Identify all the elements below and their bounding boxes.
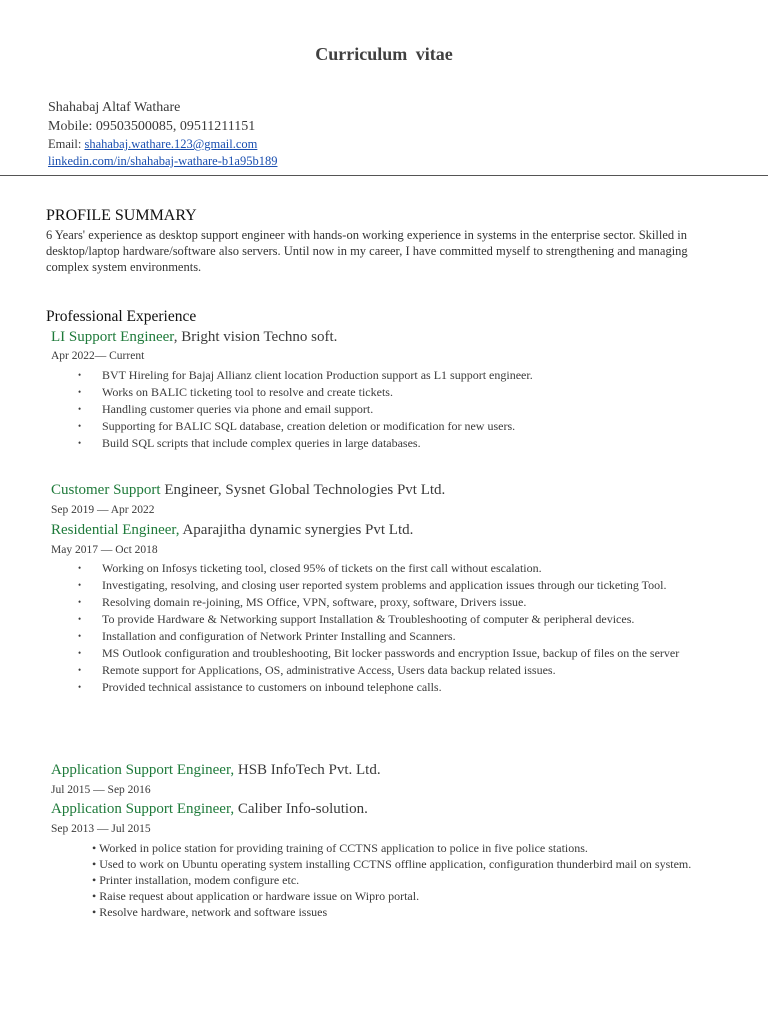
list-item (78, 435, 728, 452)
header-divider (0, 175, 768, 176)
bullet-icon: • (78, 614, 82, 624)
job-company: Aparajitha dynamic synergies Pvt Ltd. (179, 522, 414, 538)
job-dates: Sep 2013 — Jul 2015 (51, 823, 151, 835)
bullet-text: BVT Hireling for Bajaj Allianz client location Production support as L1 support engineer. (102, 368, 533, 382)
profile-summary-heading: PROFILE SUMMARY (46, 207, 197, 224)
job-role: Customer Support (51, 482, 161, 498)
experience-heading: Professional Experience (46, 308, 197, 325)
bullet-icon: • (78, 631, 82, 641)
bullet-icon: • (78, 682, 82, 692)
contact-block (48, 98, 277, 170)
job-role: Residential Engineer, (51, 522, 180, 538)
email-line (48, 136, 277, 153)
job-bullet-list (78, 560, 728, 696)
bullet-text: Provided technical assistance to customers on inbound telephone calls. (102, 680, 442, 694)
bullet-icon: • (78, 563, 82, 573)
job-bullet-list (78, 367, 728, 452)
bullet-text: MS Outlook configuration and troubleshooting, Bit locker passwords and encryption Issue, backup of files on the server (102, 646, 680, 660)
job-dates: Apr 2022— Current (51, 350, 145, 362)
job-dates: Sep 2019 — Apr 2022 (51, 504, 155, 516)
job-title-line (51, 801, 368, 818)
page-title: Curriculum vitae (315, 44, 453, 64)
list-item: • Resolve hardware, network and software issues (92, 905, 328, 919)
job-role: Application Support Engineer, (51, 801, 235, 817)
list-item (78, 401, 728, 418)
list-item (78, 662, 728, 679)
bullet-icon: • (78, 438, 82, 448)
bullet-text: Build SQL scripts that include complex queries in large databases. (102, 436, 421, 450)
bullet-icon: • (78, 665, 82, 675)
linkedin-line (48, 153, 277, 170)
job-title-line (51, 762, 381, 779)
job-role: Application Support Engineer, (51, 762, 235, 778)
mobile-numbers: Mobile: 09503500085, 09511211151 (48, 119, 256, 134)
list-item (78, 577, 728, 594)
bullet-icon: • (78, 648, 82, 658)
job-title-line (51, 522, 413, 539)
job-company: , Bright vision Techno soft. (173, 329, 338, 345)
email-link[interactable]: shahabaj.wathare.123@gmail.com (84, 137, 258, 151)
email-label: Email: (48, 137, 85, 151)
job-dates: May 2017 — Oct 2018 (51, 544, 158, 556)
job-role: LI Support Engineer (51, 329, 174, 345)
linkedin-link[interactable]: linkedin.com/in/shahabaj-wathare-b1a95b189 (48, 154, 278, 168)
bullet-text: Handling customer queries via phone and email support. (102, 402, 374, 416)
bullet-text: Working on Infosys ticketing tool, closed 95% of tickets on the first call without escalation. (102, 561, 542, 575)
list-item (78, 679, 728, 696)
list-item: • Printer installation, modem configure etc. (92, 873, 300, 887)
job-bullet-list (92, 840, 722, 920)
list-item: • Worked in police station for providing training of CCTNS application to police in five police stations. (92, 841, 588, 855)
job-title-line (51, 482, 445, 499)
bullet-icon: • (78, 597, 82, 607)
bullet-icon: • (78, 404, 82, 414)
bullet-text: Installation and configuration of Network Printer Installing and Scanners. (102, 629, 456, 643)
list-item (78, 628, 728, 645)
bullet-text: Resolving domain re-joining, MS Office, VPN, software, proxy, software, Drivers issue. (102, 595, 527, 609)
list-item (78, 611, 728, 628)
bullet-icon: • (78, 387, 82, 397)
list-item (78, 384, 728, 401)
list-item (78, 594, 728, 611)
job-company: HSB InfoTech Pvt. Ltd. (234, 762, 381, 778)
list-item (78, 418, 728, 435)
bullet-text: To provide Hardware & Networking support Installation & Troubleshooting of computer & peripheral devices. (102, 612, 635, 626)
list-item (78, 645, 728, 662)
list-item: • Raise request about application or hardware issue on Wipro portal. (92, 889, 420, 903)
bullet-text: Remote support for Applications, OS, administrative Access, Users data backup related issues. (102, 663, 556, 677)
bullet-icon: • (78, 580, 82, 590)
bullet-text: Investigating, resolving, and closing user reported system problems and application issues through our ticketing Tool. (102, 578, 667, 592)
job-company: Caliber Info-solution. (234, 801, 368, 817)
job-title-line (51, 329, 337, 346)
job-company: Engineer, Sysnet Global Technologies Pvt Ltd. (160, 482, 446, 498)
bullet-text: Supporting for BALIC SQL database, creation deletion or modification for new users. (102, 419, 516, 433)
list-item (78, 367, 728, 384)
bullet-icon: • (78, 421, 82, 431)
bullet-icon: • (78, 370, 82, 380)
bullet-text: Works on BALIC ticketing tool to resolve and create tickets. (102, 385, 393, 399)
list-item (78, 560, 728, 577)
candidate-name: Shahabaj Altaf Wathare (48, 100, 181, 115)
job-dates: Jul 2015 — Sep 2016 (51, 784, 151, 796)
profile-summary-text: 6 Years' experience as desktop support engineer with hands-on working experience in systems in the enterprise sector. Skilled in desktop/laptop hardware/software also servers. Until now in my career, I have committed myself to strengthening and managing complex system environments. (46, 228, 688, 274)
list-item: • Used to work on Ubuntu operating system installing CCTNS offline application, configuration thunderbird mail on system. (92, 857, 692, 871)
